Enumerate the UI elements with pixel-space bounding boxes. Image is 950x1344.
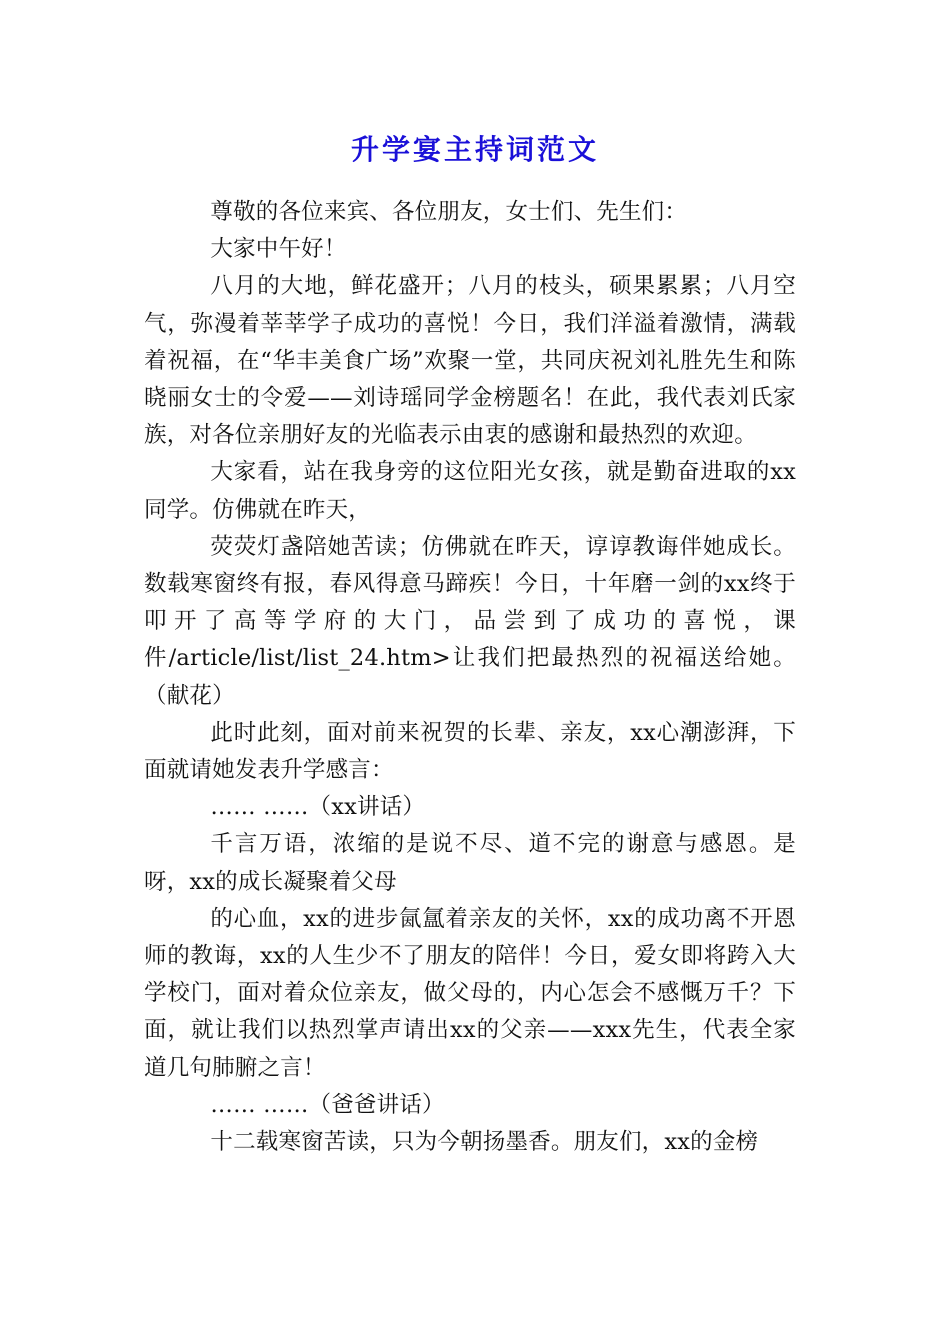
paragraph-parents: 的心血，xx的进步氤氲着亲友的关怀，xx的成功离不开恩师的教诲，xx的人生少不了朋友的陪伴！今日，爱女即将跨入大学校门，面对着众位亲友，做父母的，内心怎会不感慨万千？下面，就让我们以热烈掌声请出xx的父亲——xxx先生，代表全家道几句肺腑之言！ xyxy=(144,905,796,1081)
document-body xyxy=(144,194,796,1161)
paragraph-sunshine-girl: 大家看，站在我身旁的这位阳光女孩，就是勤奋进取的xx同学。仿佛就在昨天， xyxy=(144,459,796,523)
paragraph-greeting: 尊敬的各位来宾、各位朋友，女士们、先生们： xyxy=(210,199,688,225)
paragraph-lamp-study: 荧荧灯盏陪她苦读；仿佛就在昨天，谆谆教诲伴她成长。数载寒窗终有报，春风得意马蹄疾！今日，十年磨一剑的xx终于叩开了高等学府的大门，品尝到了成功的喜悦，课件/article/list/list_24.htm>让我们把最热烈的祝福送给她。（献花） xyxy=(144,533,796,709)
paragraph-gratitude: 千言万语，浓缩的是说不尽、道不完的谢意与感恩。是呀，xx的成长凝聚着父母 xyxy=(144,831,796,895)
paragraph-august: 八月的大地，鲜花盛开；八月的枝头，硕果累累；八月空气，弥漫着莘莘学子成功的喜悦！今日，我们洋溢着激情，满载着祝福，在“华丰美食广场”欢聚一堂，共同庆祝刘礼胜先生和陈晓丽女士的令爱——刘诗瑶同学金榜题名！在此，我代表刘氏家族，对各位亲朋好友的光临表示由衷的感谢和最热烈的欢迎。 xyxy=(144,273,796,449)
paragraph-speech-invite: 此时此刻，面对前来祝贺的长辈、亲友，xx心潮澎湃，下面就请她发表升学感言： xyxy=(144,719,796,784)
document-title: 升学宴主持词范文 xyxy=(350,133,599,166)
paragraph-father-speech: …… ……（爸爸讲话） xyxy=(210,1091,445,1118)
paragraph-student-speech: …… ……（xx讲话） xyxy=(210,794,426,821)
paragraph-good-noon: 大家中午好！ xyxy=(210,236,347,263)
paragraph-twelve-years: 十二载寒窗苦读，只为今朝扬墨香。朋友们，xx的金榜 xyxy=(210,1129,759,1156)
